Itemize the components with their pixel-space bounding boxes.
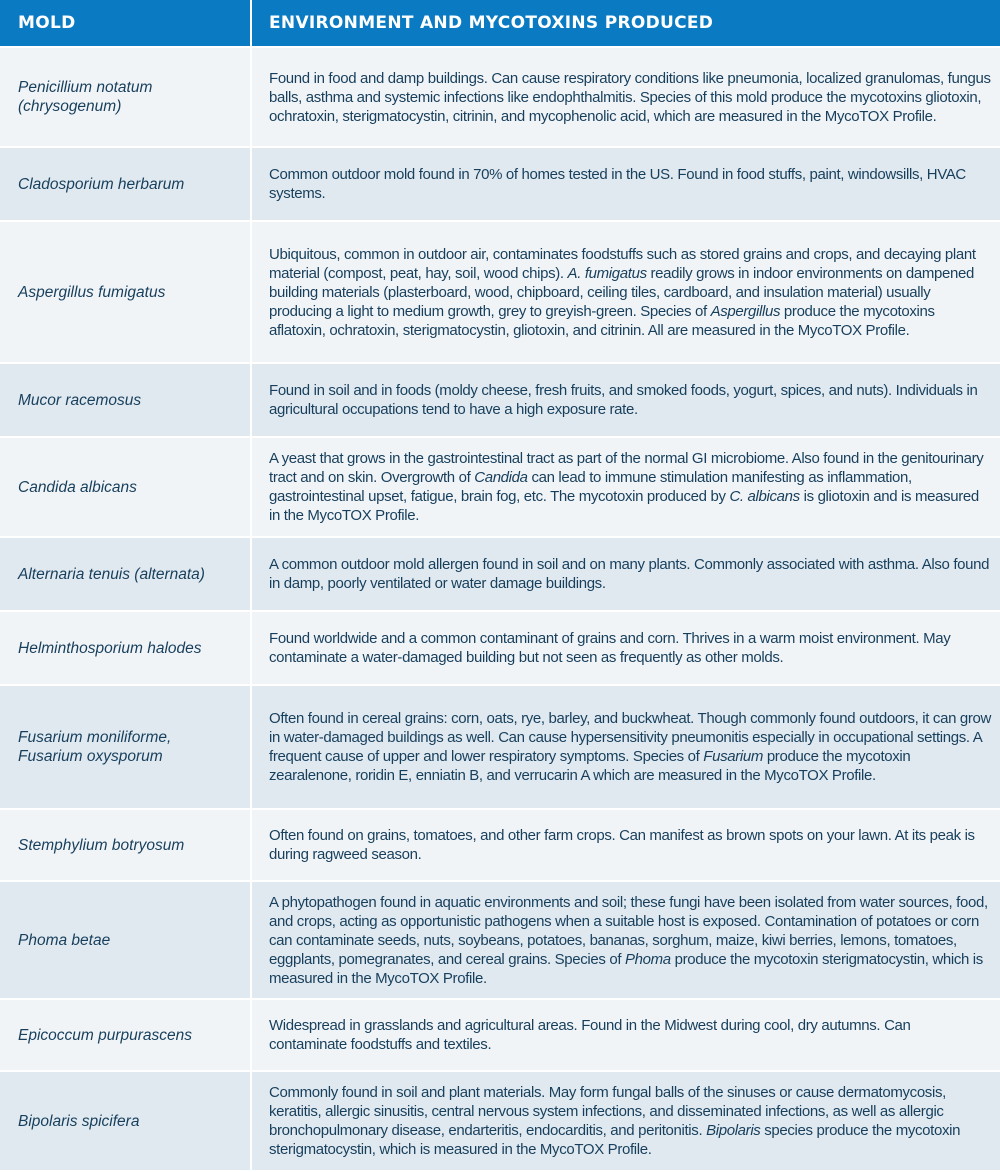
mold-name-line: (chrysogenum)	[18, 98, 122, 115]
table-row	[0, 1000, 1000, 1072]
description-segment: Found worldwide and a common contaminant of grains and corn. Thrives in a warm moist environment. May contaminate a water-damaged building but not seen as frequently as other molds.	[269, 630, 951, 666]
description-text	[269, 709, 992, 785]
header-environment: ENVIRONMENT AND MYCOTOXINS PRODUCED	[269, 13, 714, 33]
description-italic: Candida	[474, 469, 528, 486]
mold-cell	[0, 882, 252, 998]
description-italic: Aspergillus	[710, 302, 781, 320]
description-cell	[252, 1072, 1000, 1170]
mold-name	[18, 565, 205, 584]
mold-cell	[0, 538, 252, 610]
description-text	[269, 826, 992, 864]
mold-name-line: Penicillium notatum	[18, 79, 153, 96]
description-segment: A phytopathogen found in aquatic environments and soil; these fungi have been isolated from water sources, food, and crops, acting as opportunistic pathogens when a suitable host is exposed. Contamination of potatoes or corn can contaminate seeds, nuts, soybeans, potatoes, bananas, sorghum, maize, kiwi berries, lemons, tomatoes, eggplants, pomegranates, and cereal grains. Species of	[269, 893, 988, 968]
mold-cell	[0, 438, 252, 536]
mold-name-line: Alternaria tenuis (alternata)	[18, 565, 205, 583]
table-row	[0, 538, 1000, 612]
table-row	[0, 882, 1000, 1000]
description-italic: Phoma	[625, 950, 671, 968]
description-italic: A. fumigatus	[567, 264, 647, 282]
description-text	[269, 165, 992, 203]
description-text	[269, 245, 992, 340]
mold-cell	[0, 364, 252, 436]
mold-name	[18, 283, 165, 302]
description-segment: can lead to immune stimulation manifesting as inflammation, gastrointestinal upset, fatigue, brain fog, etc. The mycotoxin produced by	[269, 469, 912, 505]
table-row	[0, 1072, 1000, 1172]
mold-name-line: Bipolaris spicifera	[18, 1112, 140, 1130]
mold-name-line: Mucor racemosus	[18, 391, 142, 409]
mold-name	[18, 836, 184, 855]
description-segment: Ubiquitous, common in outdoor air, contaminates foodstuffs such as stored grains and crops, and decaying plant material (compost, peat, hay, soil, wood chips).	[269, 245, 976, 282]
mold-name	[18, 175, 184, 194]
description-segment: species produce the mycotoxin sterigmatocystin, which is measured in the MycoTOX Profile.	[269, 1122, 961, 1158]
description-italic: Bipolaris	[706, 1122, 761, 1139]
mold-name	[18, 728, 171, 766]
description-segment: Found in food and damp buildings. Can cause respiratory conditions like pneumonia, localized granulomas, fungus balls, asthma and systemic infections like endophthalmitis. Species of this mold produce the mycotoxins gliotoxin, ochratoxin, sterigmatocystin, citrinin, and mycophenolic acid, which are measured in the MycoTOX Profile.	[269, 69, 991, 125]
mold-cell	[0, 810, 252, 880]
mold-name-line: Fusarium oxysporum	[18, 748, 163, 765]
mold-name-line: Phoma betae	[18, 931, 111, 949]
mold-name	[18, 1026, 192, 1045]
mold-name	[18, 639, 202, 658]
mold-name	[18, 391, 141, 410]
description-segment: produce the mycotoxin zearalenone, roridin E, enniatin B, and verrucarin A which are measured in the MycoTOX Profile.	[269, 748, 911, 784]
description-text	[269, 893, 992, 988]
mold-cell	[0, 1000, 252, 1070]
mold-name-line: Stemphylium botryosum	[18, 836, 185, 854]
table-row	[0, 810, 1000, 882]
description-text	[269, 381, 992, 419]
table-row	[0, 612, 1000, 686]
table-row	[0, 686, 1000, 810]
description-cell	[252, 148, 1000, 220]
description-cell	[252, 48, 1000, 146]
table-header	[0, 0, 1000, 48]
description-italic: C. albicans	[729, 488, 800, 505]
description-cell	[252, 686, 1000, 808]
description-text	[269, 1083, 992, 1159]
description-text	[269, 1016, 992, 1054]
description-segment: A common outdoor mold allergen found in soil and on many plants. Commonly associated with asthma. Also found in damp, poorly ventilated or water damage buildings.	[269, 556, 990, 592]
description-cell	[252, 364, 1000, 436]
mold-name	[18, 478, 137, 497]
mold-cell	[0, 148, 252, 220]
mold-name-line: Candida albicans	[18, 478, 137, 496]
description-segment: readily grows in indoor environments on dampened building materials (plasterboard, wood, chipboard, ceiling tiles, cardboard, and insulation material) usually producing a light to medium growth, grey to greyish-green. Species of	[269, 264, 974, 320]
description-segment: Found in soil and in foods (moldy cheese, fresh fruits, and smoked foods, yogurt, spices, and nuts). Individuals in agricultural occupations tend to have a high exposure rate.	[269, 382, 978, 418]
description-text	[269, 69, 992, 126]
table-row	[0, 148, 1000, 222]
table-row	[0, 222, 1000, 364]
table-row	[0, 364, 1000, 438]
mold-name-line: Cladosporium herbarum	[18, 175, 185, 193]
mold-cell	[0, 222, 252, 362]
description-cell	[252, 612, 1000, 684]
description-segment: Common outdoor mold found in 70% of homes tested in the US. Found in food stuffs, paint, windowsills, HVAC systems.	[269, 166, 966, 202]
description-cell	[252, 1000, 1000, 1070]
description-text	[269, 629, 992, 667]
description-cell	[252, 538, 1000, 610]
mold-cell	[0, 686, 252, 808]
description-segment: is gliotoxin and is measured in the MycoTOX Profile.	[269, 488, 979, 524]
description-text	[269, 449, 992, 525]
table-row	[0, 438, 1000, 538]
mold-name	[18, 78, 152, 116]
description-cell	[252, 810, 1000, 880]
description-cell	[252, 222, 1000, 362]
mold-name	[18, 1112, 139, 1131]
description-text	[269, 555, 992, 593]
mold-name-line: Fusarium moniliforme,	[18, 729, 172, 746]
description-segment: Often found on grains, tomatoes, and other farm crops. Can manifest as brown spots on your lawn. At its peak is during ragweed season.	[269, 827, 975, 863]
description-segment: produce the mycotoxins aflatoxin, ochratoxin, sterigmatocystin, gliotoxin, and citrinin. All are measured in the MycoTOX Profile.	[269, 302, 935, 339]
mold-name-line: Epicoccum purpurascens	[18, 1026, 193, 1044]
mold-name-line: Helminthosporium halodes	[18, 639, 202, 657]
header-mold: MOLD	[0, 0, 252, 46]
mold-name	[18, 931, 110, 950]
description-cell	[252, 438, 1000, 536]
mold-name-line: Aspergillus fumigatus	[18, 283, 166, 301]
mold-cell	[0, 1072, 252, 1170]
mold-cell	[0, 612, 252, 684]
table-body	[0, 48, 1000, 1172]
description-cell	[252, 882, 1000, 998]
description-italic: Fusarium	[703, 748, 763, 765]
description-segment: Often found in cereal grains: corn, oats, rye, barley, and buckwheat. Though commonly found outdoors, it can grow in water-damaged buildings as well. Can cause hypersensitivity pneumonitis especially in occupational settings. A frequent cause of upper and lower respiratory symptoms. Species of	[269, 710, 991, 765]
mold-cell	[0, 48, 252, 146]
description-segment: A yeast that grows in the gastrointestinal tract as part of the normal GI microbiome. Also found in the genitourinary tract and on skin. Overgrowth of	[269, 450, 984, 486]
table-row	[0, 48, 1000, 148]
description-segment: Widespread in grasslands and agricultural areas. Found in the Midwest during cool, dry autumns. Can contaminate foodstuffs and textiles.	[269, 1017, 911, 1053]
description-segment: produce the mycotoxin sterigmatocystin, which is measured in the MycoTOX Profile.	[269, 950, 983, 987]
description-segment: Commonly found in soil and plant materials. May form fungal balls of the sinuses or cause dermatomycosis, keratitis, allergic sinusitis, central nervous system infections, and disseminated infections, as well as allergic bronchopulmonary disease, endarteritis, endocarditis, and peritonitis.	[269, 1084, 946, 1139]
